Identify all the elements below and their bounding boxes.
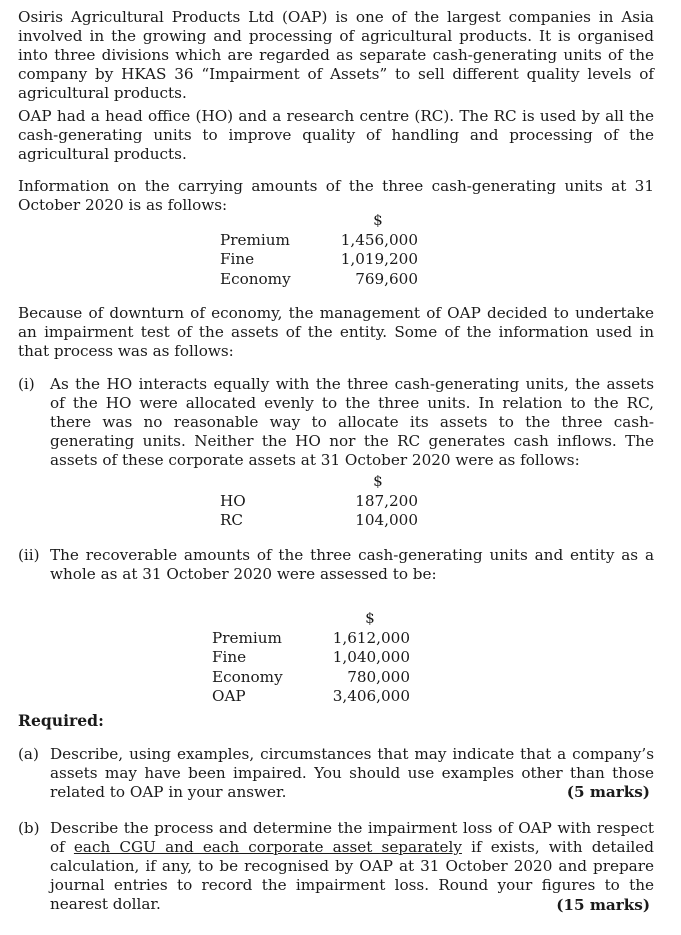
- recoverable-amount: 1,040,000: [332, 648, 410, 666]
- question-text-part: Describe the process and determine the impairment loss of OAP with respect of: [50, 819, 654, 856]
- question-text-content: Describe, using examples, circumstances that may indicate that a company’s assets may have been impaired. You should use examples other than those related to OAP in your answer.: [50, 745, 654, 801]
- marks-label: (15 marks): [556, 896, 650, 914]
- item-number: (ii): [18, 546, 40, 564]
- asset-amount: 104,000: [355, 511, 418, 529]
- carrying-amount: 1,019,200: [340, 250, 418, 268]
- recoverable-amounts-table: [212, 609, 410, 707]
- intro-paragraph-3: Information on the carrying amounts of the three cash-generating units at 31 October 2020 is as follows:: [18, 177, 654, 214]
- unit-label: Premium: [212, 628, 282, 647]
- currency-header: $: [373, 211, 383, 229]
- cgu-label: Premium: [220, 230, 290, 249]
- question-text-underlined: each CGU and each corporate asset separately: [73, 838, 462, 856]
- unit-label: Economy: [212, 667, 283, 686]
- cgu-label: Fine: [220, 250, 255, 268]
- item-i: [18, 375, 654, 470]
- marks-label: (5 marks): [566, 783, 650, 801]
- unit-label: OAP: [212, 687, 246, 705]
- intro-paragraph-1: Osiris Agricultural Products Ltd (OAP) is one of the largest companies in Asia involved in the growing and processing of agricultural products. It is organised into three divisions which are regarded as separate cash-generating units of the company by HKAS 36 “Impairment of Assets” to sell different quality levels of agricultural products.: [18, 8, 654, 102]
- downturn-paragraph: Because of downturn of economy, the management of OAP decided to undertake an impairment test of the assets of the entity. Some of the information used in that process was as follows:: [18, 304, 654, 360]
- table-row: [220, 511, 418, 531]
- table-row: [220, 231, 418, 251]
- currency-header: $: [373, 472, 383, 490]
- table-row: [212, 629, 410, 649]
- table-row: [212, 668, 410, 688]
- recoverable-amount: 1,612,000: [332, 628, 410, 647]
- cgu-label: Economy: [220, 269, 291, 288]
- carrying-amounts-table: [220, 211, 418, 289]
- unit-label: Fine: [212, 648, 247, 666]
- question-a: [18, 745, 654, 802]
- item-text: As the HO interacts equally with the three cash-generating units, the assets of the HO were allocated evenly to the three units. In relation to the RC, there was no reasonable way to allocate its assets to the three cash-generating units. Neither the HO nor the RC generates cash inflows. The assets of these corporate assets at 31 October 2020 were as follows:: [50, 375, 654, 469]
- table-row: [220, 250, 418, 270]
- item-number: (i): [18, 375, 35, 393]
- question-number: (a): [18, 745, 39, 763]
- table-row: [212, 648, 410, 668]
- question-text-part: if exists, with detailed calculation, if any, to be recognised by OAP at 31 October 2020 and prepare journal entries to record the impairment loss. Round your figures to the nearest dollar.: [50, 838, 654, 913]
- item-ii: [18, 546, 654, 584]
- carrying-amount: 769,600: [355, 269, 418, 288]
- required-heading: Required:: [18, 711, 104, 730]
- question-b: [18, 819, 654, 914]
- question-text: [50, 745, 654, 802]
- carrying-amount: 1,456,000: [340, 230, 418, 249]
- corporate-assets-table: [220, 472, 418, 531]
- asset-amount: 187,200: [355, 491, 418, 510]
- asset-label: RC: [220, 511, 244, 529]
- table-row: [212, 687, 410, 707]
- recoverable-amount: 3,406,000: [332, 687, 410, 705]
- table-row: [220, 270, 418, 290]
- asset-label: HO: [220, 491, 246, 510]
- table-row: [220, 492, 418, 512]
- currency-header: $: [365, 609, 375, 627]
- question-number: (b): [18, 819, 40, 837]
- item-text: The recoverable amounts of the three cash-generating units and entity as a whole as at 31 October 2020 were assessed to be:: [50, 546, 654, 583]
- recoverable-amount: 780,000: [347, 667, 410, 686]
- intro-paragraph-2: OAP had a head office (HO) and a research centre (RC). The RC is used by all the cash-generating units to improve quality of handling and processing of the agricultural products.: [18, 107, 654, 163]
